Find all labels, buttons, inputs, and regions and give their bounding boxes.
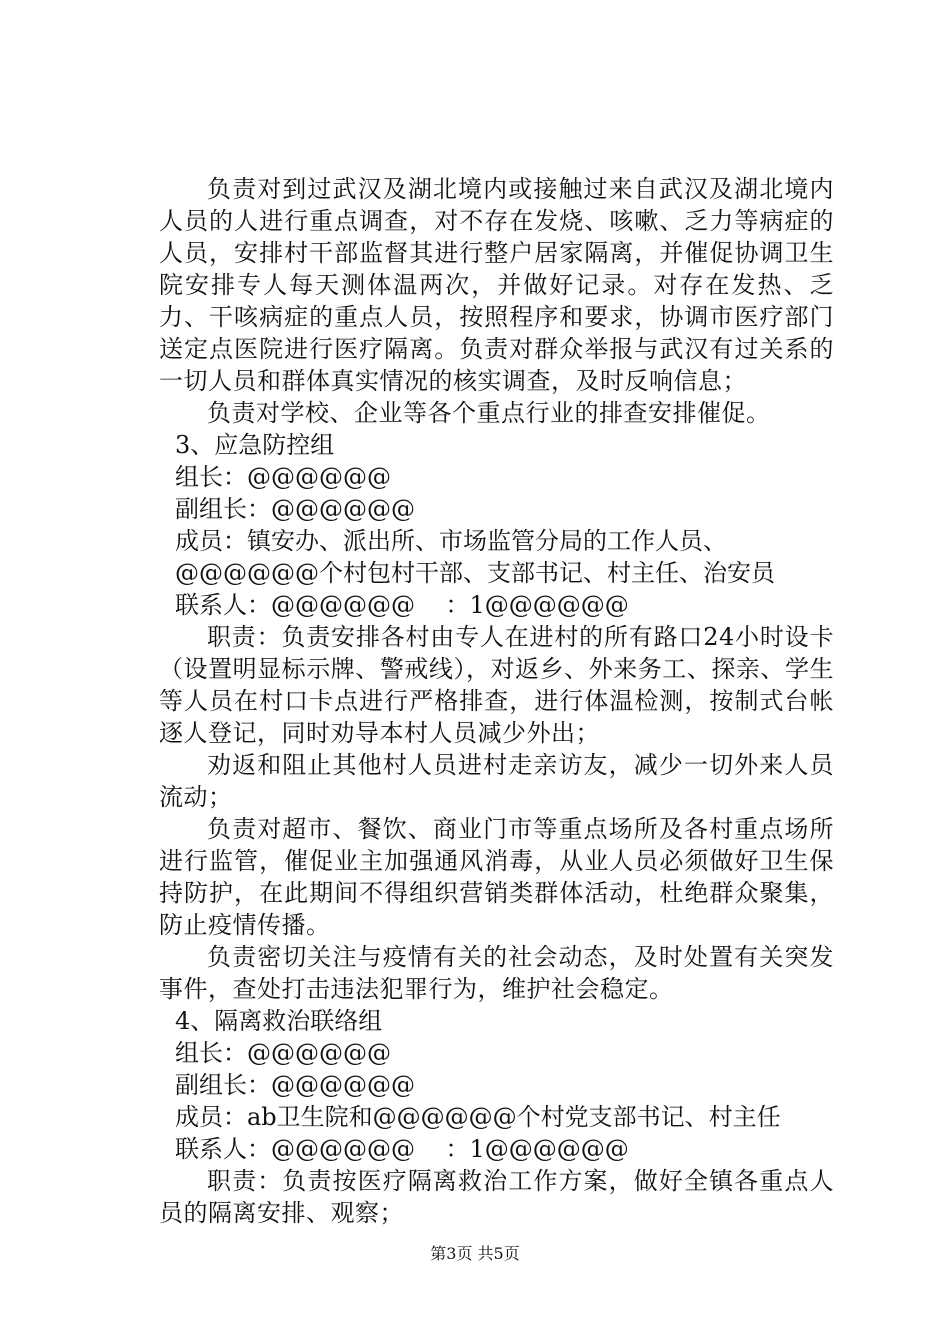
page-number-footer: 第3页 共5页	[430, 1244, 520, 1263]
group4-deputy: 副组长：@@@@@@	[175, 1071, 415, 1099]
group4-heading: 4、隔离救治联络组	[175, 1007, 383, 1035]
group3-members-line2: @@@@@@个村包村干部、支部书记、村主任、治安员	[175, 559, 775, 587]
group3-heading: 3、应急防控组	[175, 431, 335, 459]
group3-leader: 组长：@@@@@@	[175, 463, 391, 491]
group3-duty: 职责：负责安排各村由专人在进村的所有路口24小时设卡（设置明显标示牌、警戒线），对返乡、外来务工、探亲、学生等人员在村口卡点进行严格排查，进行体温检测，按制式台帐逐人登记，同时劝导本村人员减少外出；	[159, 623, 834, 747]
group4-duty: 职责：负责按医疗隔离救治工作方案，做好全镇各重点人员的隔离安排、观察；	[159, 1167, 834, 1227]
group4-contact: 联系人：@@@@@@ ：1@@@@@@	[175, 1135, 629, 1163]
paragraph-investigation: 负责对到过武汉及湖北境内或接触过来自武汉及湖北境内人员的人进行重点调查，对不存在发烧、咳嗽、乏力等病症的人员，安排村干部监督其进行整户居家隔离，并催促协调卫生院安排专人每天测体温两次，并做好记录。对存在发热、乏力、干咳病症的重点人员，按照程序和要求，协调市医疗部门送定点医院进行医疗隔离。负责对群众举报与武汉有过关系的一切人员和群体真实情况的核实调查，及时反响信息；	[159, 175, 834, 395]
paragraph-industry-check: 负责对学校、企业等各个重点行业的排查安排催促。	[207, 399, 771, 427]
group3-paragraph-visits: 劝返和阻止其他村人员进村走亲访友，减少一切外来人员流动；	[159, 751, 834, 811]
group3-deputy: 副组长：@@@@@@	[175, 495, 415, 523]
group3-contact: 联系人：@@@@@@ ：1@@@@@@	[175, 591, 629, 619]
group4-members: 成员：ab卫生院和@@@@@@个村党支部书记、村主任	[175, 1103, 781, 1131]
document-body	[159, 173, 834, 1229]
group3-paragraph-supervision: 负责对超市、餐饮、商业门市等重点场所及各村重点场所进行监管，催促业主加强通风消毒，从业人员必须做好卫生保持防护，在此期间不得组织营销类群体活动，杜绝群众聚集，防止疫情传播。	[159, 815, 834, 939]
group4-leader: 组长：@@@@@@	[175, 1039, 391, 1067]
group3-paragraph-stability: 负责密切关注与疫情有关的社会动态，及时处置有关突发事件，查处打击违法犯罪行为，维护社会稳定。	[159, 943, 834, 1003]
group3-members-line1: 成员：镇安办、派出所、市场监管分局的工作人员、	[175, 527, 727, 555]
